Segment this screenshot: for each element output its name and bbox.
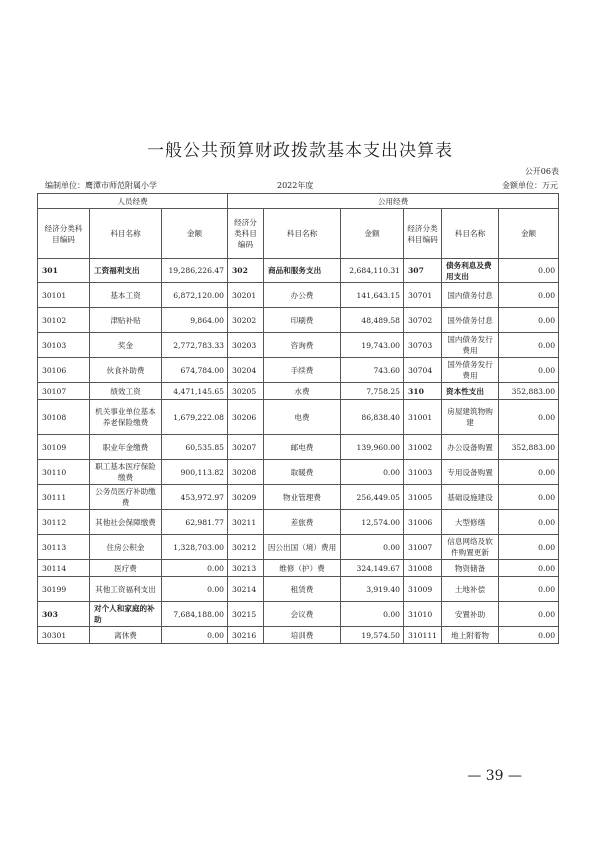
cell-code: 30114 [38, 560, 90, 577]
cell-amount: 7,758.25 [341, 383, 404, 400]
cell-name: 信息网络及软件购置更新 [442, 535, 499, 560]
cell-amount: 9,864.00 [162, 308, 228, 333]
cell-code: 30202 [228, 308, 264, 333]
cell-name: 其他社会保障缴费 [90, 510, 162, 535]
cell-amount: 324,149.67 [341, 560, 404, 577]
cell-amount: 0.00 [162, 577, 228, 602]
cell-amount: 139,960.00 [341, 435, 404, 460]
cell-name: 资本性支出 [442, 383, 499, 400]
cell-name: 其他工资福利支出 [90, 577, 162, 602]
cell-name: 职工基本医疗保险缴费 [90, 460, 162, 485]
expenditure-table [37, 193, 559, 644]
cell-amount: 19,574.50 [341, 627, 404, 644]
cell-name: 津贴补贴 [90, 308, 162, 333]
cell-name: 职业年金缴费 [90, 435, 162, 460]
cell-code: 30201 [228, 283, 264, 308]
cell-amount: 6,872,120.00 [162, 283, 228, 308]
cell-name: 办公设备购置 [442, 435, 499, 460]
cell-amount: 7,684,188.00 [162, 602, 228, 627]
col-header-code: 经济分类科目编码 [404, 209, 442, 259]
cell-code: 30703 [404, 333, 442, 358]
table-row [38, 383, 559, 400]
cell-amount: 0.00 [499, 259, 559, 283]
cell-amount: 900,113.82 [162, 460, 228, 485]
cell-name: 大型修缮 [442, 510, 499, 535]
cell-name: 国内债务付息 [442, 283, 499, 308]
table-row [38, 435, 559, 460]
cell-name: 租赁费 [264, 577, 341, 602]
cell-name: 国外债务付息 [442, 308, 499, 333]
cell-amount: 3,919.40 [341, 577, 404, 602]
cell-name: 土地补偿 [442, 577, 499, 602]
cell-code: 303 [38, 602, 90, 627]
cell-name: 咨询费 [264, 333, 341, 358]
form-number: 公开06表 [524, 167, 559, 176]
unit-info-row [37, 180, 558, 192]
fiscal-year: 2022年度 [277, 181, 314, 190]
table-row [38, 510, 559, 535]
group-header-public: 公用经费 [228, 194, 559, 209]
cell-name: 工资福利支出 [90, 259, 162, 283]
table-row [38, 400, 559, 435]
cell-code: 30113 [38, 535, 90, 560]
cell-code: 30101 [38, 283, 90, 308]
cell-amount: 0.00 [499, 358, 559, 383]
cell-name: 商品和服务支出 [264, 259, 341, 283]
cell-code: 31010 [404, 602, 442, 627]
cell-name: 办公费 [264, 283, 341, 308]
cell-code: 30107 [38, 383, 90, 400]
cell-name: 会议费 [264, 602, 341, 627]
cell-amount: 1,679,222.08 [162, 400, 228, 435]
cell-amount: 0.00 [341, 460, 404, 485]
col-header-amount: 金额 [499, 209, 559, 259]
cell-name: 房屋建筑物购建 [442, 400, 499, 435]
cell-name: 物业管理费 [264, 485, 341, 510]
cell-code: 31006 [404, 510, 442, 535]
cell-code: 31003 [404, 460, 442, 485]
cell-amount: 0.00 [499, 577, 559, 602]
cell-amount: 352,883.00 [499, 435, 559, 460]
cell-amount: 0.00 [499, 602, 559, 627]
cell-amount: 0.00 [499, 333, 559, 358]
col-header-name: 科目名称 [442, 209, 499, 259]
cell-code: 30704 [404, 358, 442, 383]
table-row [38, 485, 559, 510]
cell-amount: 453,972.97 [162, 485, 228, 510]
cell-code: 30110 [38, 460, 90, 485]
cell-amount: 2,684,110.31 [341, 259, 404, 283]
cell-name: 物资储备 [442, 560, 499, 577]
cell-code: 30211 [228, 510, 264, 535]
group-header-personnel: 人员经费 [38, 194, 228, 209]
col-header-name: 科目名称 [264, 209, 341, 259]
cell-code: 301 [38, 259, 90, 283]
cell-code: 31005 [404, 485, 442, 510]
cell-code: 30702 [404, 308, 442, 333]
cell-code: 30216 [228, 627, 264, 644]
cell-name: 公务员医疗补助缴费 [90, 485, 162, 510]
cell-code: 30212 [228, 535, 264, 560]
cell-code: 30109 [38, 435, 90, 460]
cell-name: 电费 [264, 400, 341, 435]
cell-code: 30102 [38, 308, 90, 333]
cell-name: 基础设施建设 [442, 485, 499, 510]
unit-field [45, 180, 157, 191]
cell-code: 30213 [228, 560, 264, 577]
cell-amount: 0.00 [341, 602, 404, 627]
cell-amount: 0.00 [499, 510, 559, 535]
cell-amount: 0.00 [341, 535, 404, 560]
cell-code: 30301 [38, 627, 90, 644]
cell-name: 国内债务发行费用 [442, 333, 499, 358]
cell-code: 30108 [38, 400, 90, 435]
cell-code: 30103 [38, 333, 90, 358]
cell-name: 水费 [264, 383, 341, 400]
table-row [38, 535, 559, 560]
cell-amount: 86,838.40 [341, 400, 404, 435]
cell-name: 因公出国（境）费用 [264, 535, 341, 560]
cell-code: 31009 [404, 577, 442, 602]
cell-name: 维修（护）费 [264, 560, 341, 577]
cell-amount: 19,743.00 [341, 333, 404, 358]
cell-amount: 48,489.58 [341, 308, 404, 333]
cell-amount: 141,643.15 [341, 283, 404, 308]
group-header-row [38, 194, 559, 209]
cell-amount: 0.00 [162, 627, 228, 644]
cell-code: 30204 [228, 358, 264, 383]
column-header-row [38, 209, 559, 259]
cell-amount: 674,784.00 [162, 358, 228, 383]
cell-code: 30701 [404, 283, 442, 308]
cell-name: 地上附着物 [442, 627, 499, 644]
cell-code: 30215 [228, 602, 264, 627]
cell-name: 基本工资 [90, 283, 162, 308]
cell-name: 伙食补助费 [90, 358, 162, 383]
cell-code: 31001 [404, 400, 442, 435]
cell-name: 债务利息及费用支出 [442, 259, 499, 283]
cell-name: 取暖费 [264, 460, 341, 485]
col-header-code: 经济分类科目编码 [38, 209, 90, 259]
cell-code: 30106 [38, 358, 90, 383]
cell-amount: 60,535.85 [162, 435, 228, 460]
cell-amount: 0.00 [499, 460, 559, 485]
cell-code: 310111 [404, 627, 442, 644]
cell-name: 绩效工资 [90, 383, 162, 400]
page-title: 一般公共预算财政拨款基本支出决算表 [147, 141, 453, 161]
col-header-code: 经济分类科目编码 [228, 209, 264, 259]
cell-amount: 743.60 [341, 358, 404, 383]
unit-label: 编制单位： [45, 181, 85, 190]
cell-code: 302 [228, 259, 264, 283]
cell-amount: 0.00 [499, 627, 559, 644]
page-number: — 39 — [467, 768, 522, 784]
cell-code: 31007 [404, 535, 442, 560]
cell-amount: 4,471,145.65 [162, 383, 228, 400]
cell-amount: 0.00 [162, 560, 228, 577]
cell-name: 手续费 [264, 358, 341, 383]
table-row [38, 308, 559, 333]
unit-name: 鹰潭市师范附属小学 [85, 181, 157, 190]
table-row [38, 577, 559, 602]
money-unit: 金额单位：万元 [502, 181, 558, 190]
cell-code: 30209 [228, 485, 264, 510]
cell-amount: 62,981.77 [162, 510, 228, 535]
cell-amount: 2,772,783.33 [162, 333, 228, 358]
cell-code: 30208 [228, 460, 264, 485]
cell-code: 307 [404, 259, 442, 283]
cell-name: 差旅费 [264, 510, 341, 535]
col-header-amount: 金额 [341, 209, 404, 259]
cell-name: 医疗费 [90, 560, 162, 577]
cell-name: 机关事业单位基本养老保险缴费 [90, 400, 162, 435]
cell-name: 安置补助 [442, 602, 499, 627]
cell-name: 奖金 [90, 333, 162, 358]
table-row [38, 460, 559, 485]
cell-name: 印刷费 [264, 308, 341, 333]
cell-code: 30111 [38, 485, 90, 510]
cell-name: 对个人和家庭的补助 [90, 602, 162, 627]
cell-code: 30207 [228, 435, 264, 460]
table-row [38, 602, 559, 627]
cell-amount: 0.00 [499, 535, 559, 560]
cell-name: 邮电费 [264, 435, 341, 460]
table-row [38, 259, 559, 283]
cell-name: 离休费 [90, 627, 162, 644]
cell-amount: 352,883.00 [499, 383, 559, 400]
table-row [38, 358, 559, 383]
cell-code: 30199 [38, 577, 90, 602]
col-header-amount: 金额 [162, 209, 228, 259]
cell-code: 30203 [228, 333, 264, 358]
cell-amount: 0.00 [499, 308, 559, 333]
cell-name: 培训费 [264, 627, 341, 644]
cell-code: 310 [404, 383, 442, 400]
cell-code: 31002 [404, 435, 442, 460]
cell-code: 30112 [38, 510, 90, 535]
cell-name: 专用设备购置 [442, 460, 499, 485]
table-row [38, 560, 559, 577]
cell-code: 30214 [228, 577, 264, 602]
cell-code: 31008 [404, 560, 442, 577]
col-header-name: 科目名称 [90, 209, 162, 259]
cell-amount: 1,328,703.00 [162, 535, 228, 560]
cell-code: 30206 [228, 400, 264, 435]
cell-amount: 0.00 [499, 400, 559, 435]
cell-code: 30205 [228, 383, 264, 400]
cell-amount: 0.00 [499, 485, 559, 510]
table-row [38, 333, 559, 358]
table-row [38, 283, 559, 308]
table-row [38, 627, 559, 644]
cell-amount: 19,286,226.47 [162, 259, 228, 283]
cell-amount: 12,574.00 [341, 510, 404, 535]
cell-amount: 256,449.05 [341, 485, 404, 510]
cell-name: 住房公积金 [90, 535, 162, 560]
cell-amount: 0.00 [499, 560, 559, 577]
cell-name: 国外债务发行费用 [442, 358, 499, 383]
cell-amount: 0.00 [499, 283, 559, 308]
